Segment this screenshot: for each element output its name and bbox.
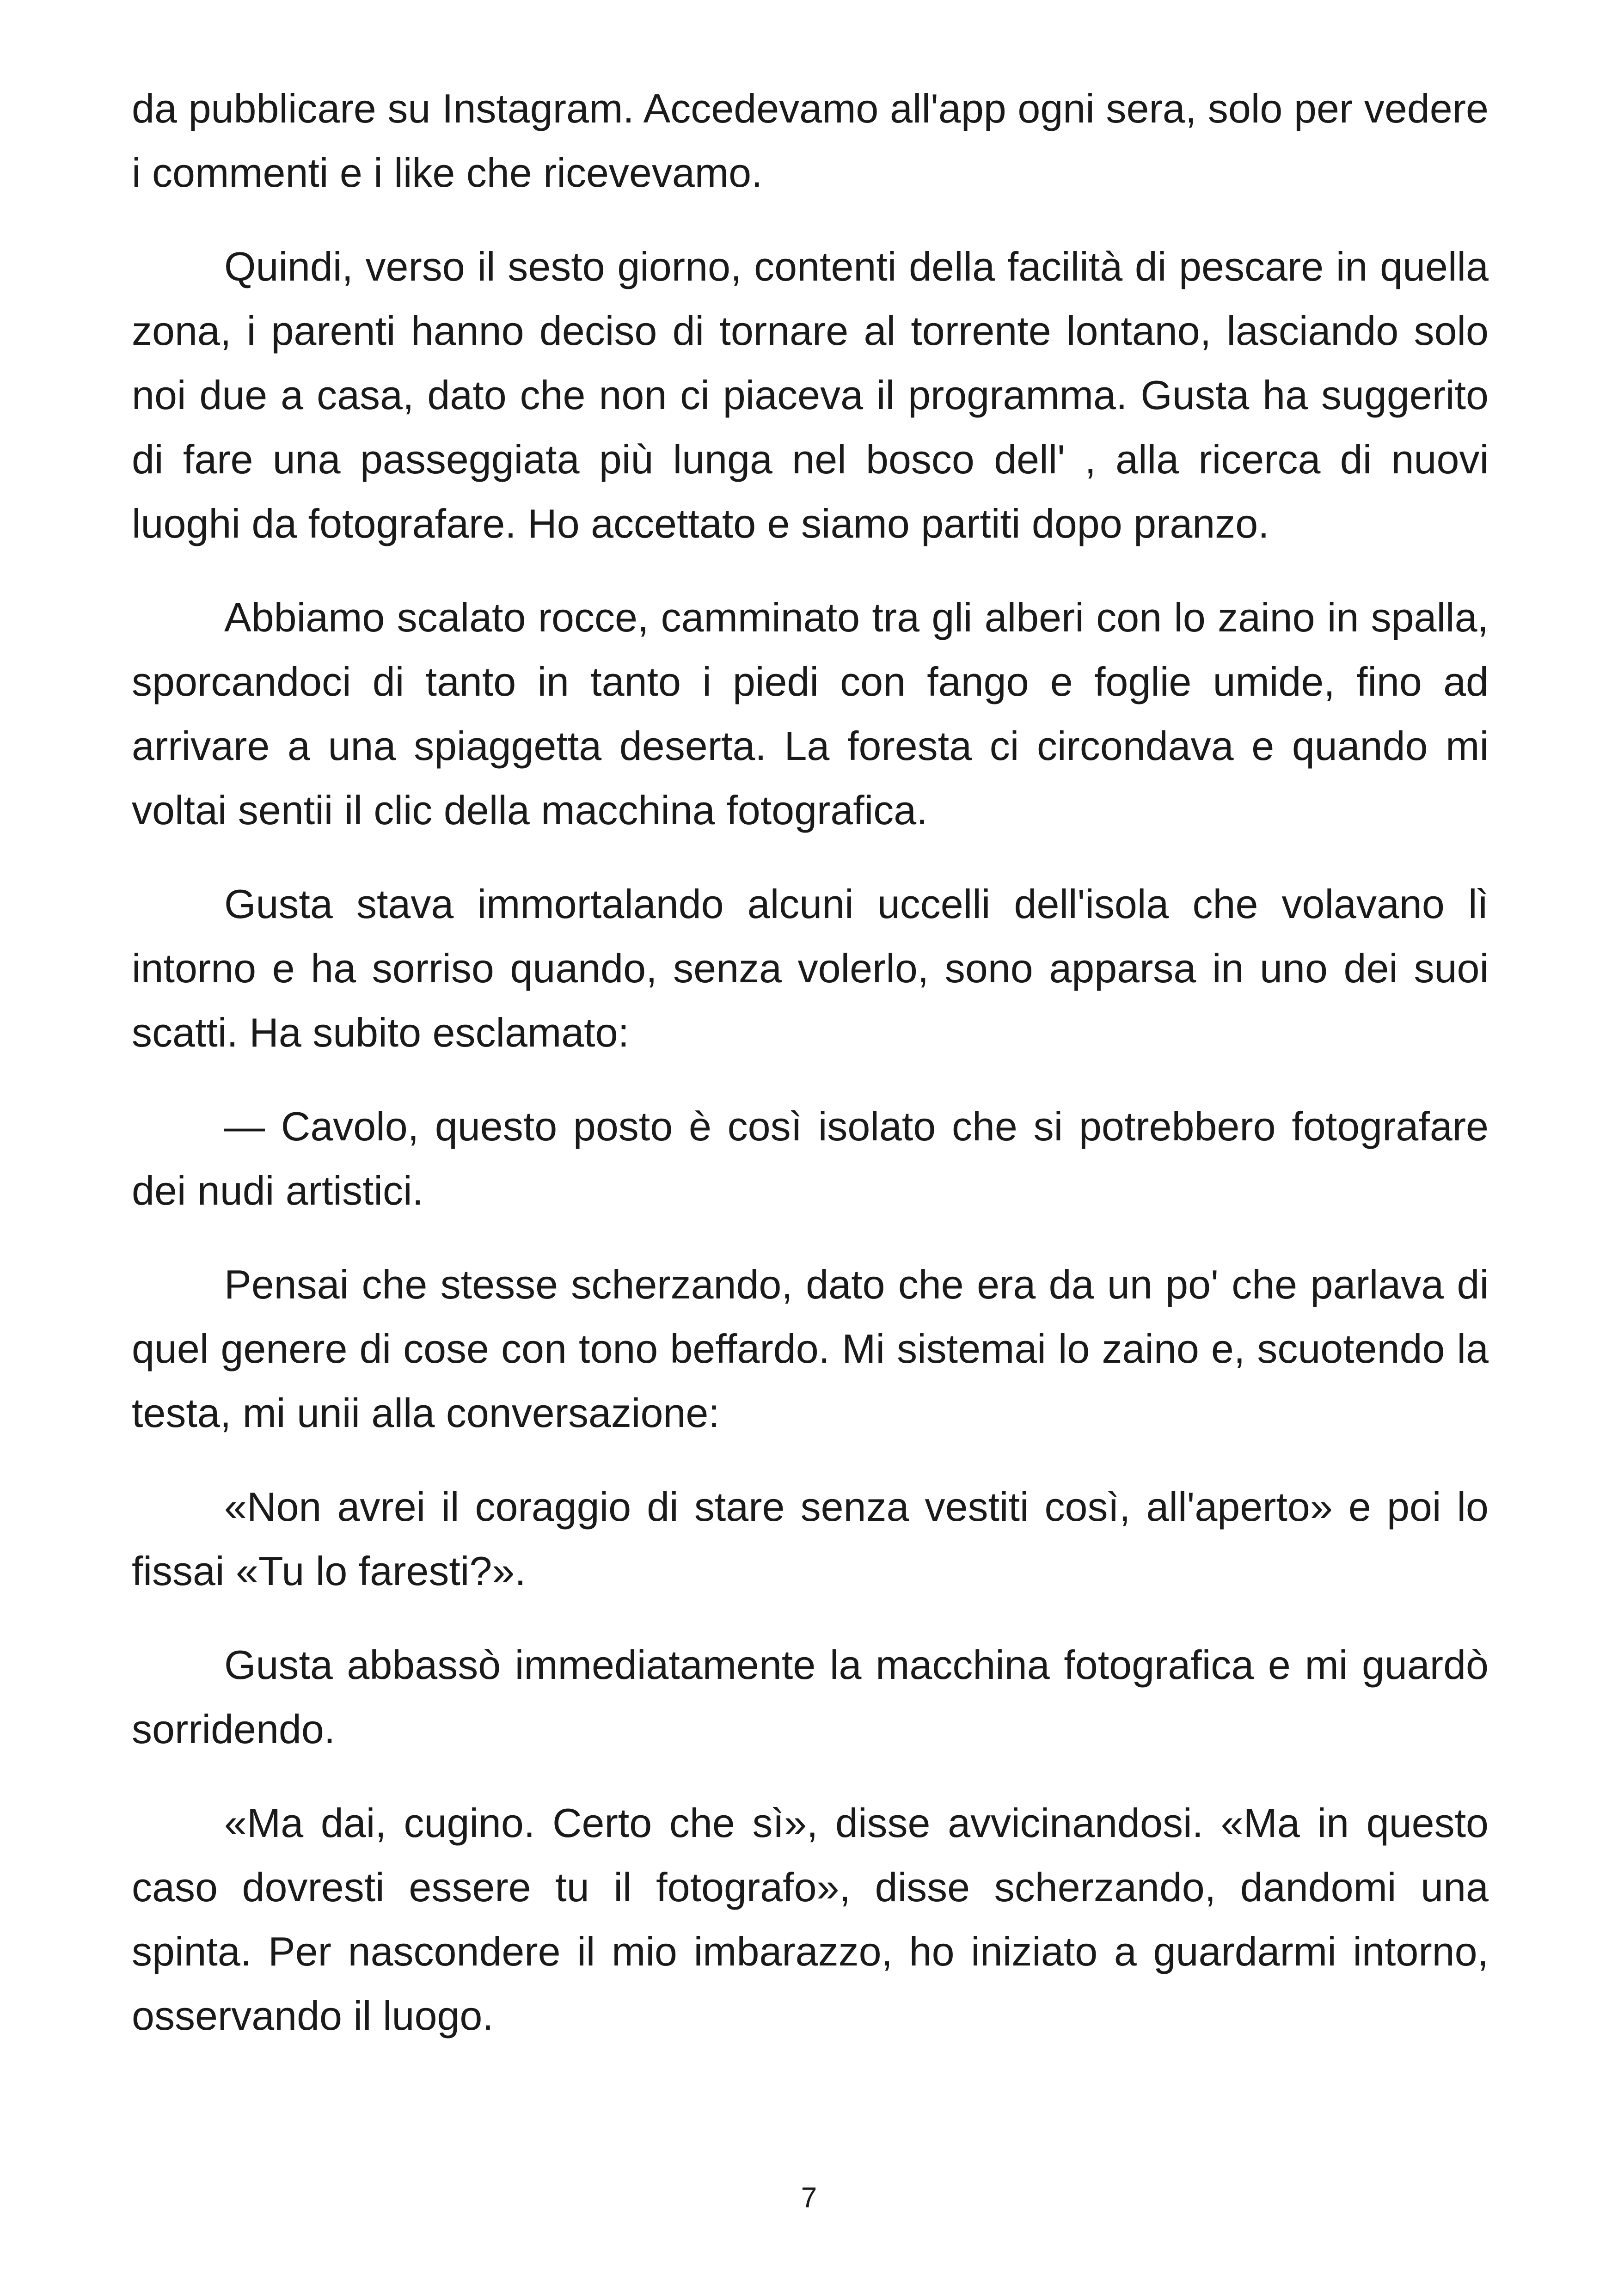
paragraph: Quindi, verso il sesto giorno, contenti della facilità di pescare in quella zona, i parenti hanno deciso di tornare al torrente lontano, lasciando solo noi due a casa, dato che non ci piaceva il programma. Gusta ha suggerito di fare una passeggiata più lunga nel bosco dell' , alla ricerca di nuovi luoghi da fotografare. Ho accettato e siamo partiti dopo pranzo. <box>132 244 1489 546</box>
dialogue-paragraph: «Non avrei il coraggio di stare senza vestiti così, all'aperto» e poi lo fissai «Tu lo faresti?». <box>132 1484 1489 1594</box>
body-text <box>132 76 1489 2048</box>
dialogue-paragraph: «Ma dai, cugino. Certo che sì», disse avvicinandosi. «Ma in questo caso dovresti essere tu il fotografo», disse scherzando, dandomi una spinta. Per nascondere il mio imbarazzo, ho iniziato a guardarmi intorno, osservando il luogo. <box>132 1800 1489 2039</box>
paragraph: Gusta abbassò immediatamente la macchina fotografica e mi guardò sorridendo. <box>132 1642 1489 1752</box>
dialogue-paragraph: — Cavolo, questo posto è così isolato che si potrebbero fotografare dei nudi artistici. <box>132 1103 1489 1213</box>
paragraph-continuation: da pubblicare su Instagram. Accedevamo all'app ogni sera, solo per vedere i commenti e i like che ricevevamo. <box>132 86 1489 196</box>
paragraph: Abbiamo scalato rocce, camminato tra gli alberi con lo zaino in spalla, sporcandoci di tanto in tanto i piedi con fango e foglie umide, fino ad arrivare a una spiaggetta deserta. La foresta ci circondava e quando mi voltai sentii il clic della macchina fotografica. <box>132 594 1489 833</box>
paragraph: Gusta stava immortalando alcuni uccelli dell'isola che volavano lì intorno e ha sorriso quando, senza volerlo, sono apparsa in uno dei suoi scatti. Ha subito esclamato: <box>132 881 1489 1055</box>
page-number: 7 <box>801 2182 817 2214</box>
paragraph: Pensai che stesse scherzando, dato che era da un po' che parlava di quel genere di cose con tono beffardo. Mi sistemai lo zaino e, scuotendo la testa, mi unii alla conversazione: <box>132 1261 1489 1436</box>
